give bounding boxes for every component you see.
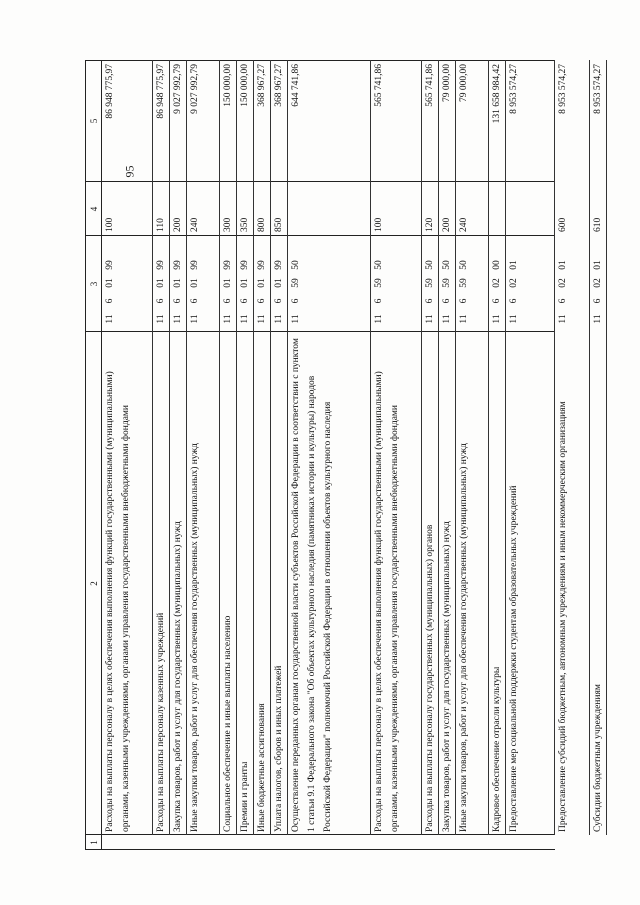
- row-code-part: 99: [240, 260, 250, 270]
- row-code-part: 11: [257, 314, 267, 324]
- page-number-text: 95: [122, 165, 137, 177]
- row-code-part: 6: [509, 298, 519, 304]
- row-code-part: 6: [223, 298, 233, 304]
- row-code: [439, 238, 455, 328]
- row-code-part: 11: [558, 314, 568, 324]
- row-sum: 644 741,86: [291, 64, 301, 107]
- row-code-part: 01: [257, 278, 267, 288]
- row-name: Социальное обеспечение и иные выплаты населению: [223, 615, 233, 832]
- row-divider: [169, 60, 170, 835]
- row-sum: 86 948 775,97: [156, 64, 166, 119]
- row-code: [102, 238, 118, 328]
- header-col-4: 4: [88, 206, 99, 212]
- budget-table: [85, 60, 603, 850]
- row-code-part: 6: [105, 298, 115, 304]
- row-sum: 150 000,00: [223, 64, 233, 107]
- row-code-part: 11: [274, 314, 284, 324]
- header-col-3: 3: [88, 281, 99, 287]
- row-code-part: 6: [593, 298, 603, 304]
- table-row: [220, 60, 236, 850]
- row-code-part: 11: [156, 314, 166, 324]
- row-name: Предоставление субсидий бюджетным, автономным учреждениям и иным некоммерческим организациям: [558, 401, 568, 832]
- header-col-2: 2: [88, 581, 99, 586]
- row-code-part: 6: [459, 298, 469, 304]
- row-code-part: 99: [274, 260, 284, 270]
- row-code-part: 01: [156, 278, 166, 288]
- row-code: [371, 238, 387, 328]
- row-divider: [219, 60, 220, 835]
- row-divider: [455, 60, 456, 835]
- row-code-part: 99: [156, 260, 166, 270]
- row-expense-type: 100: [105, 217, 115, 232]
- row-divider: [438, 60, 439, 835]
- table-row: [271, 60, 287, 850]
- row-code: [271, 238, 287, 328]
- table-row: [254, 60, 270, 850]
- row-sum: 368 967,27: [274, 64, 284, 107]
- row-divider: [270, 60, 271, 835]
- row-divider: [370, 60, 371, 835]
- row-sum: 8 953 574,27: [509, 64, 519, 114]
- row-code-part: 50: [425, 260, 435, 270]
- row-divider: [186, 60, 187, 835]
- row-name: Расходы на выплаты персоналу государственных (муниципальных) органов: [425, 524, 435, 832]
- row-code-part: 01: [223, 278, 233, 288]
- row-divider: [505, 60, 506, 835]
- row-sum: 150 000,00: [240, 64, 250, 107]
- row-name: Расходы на выплаты персоналу в целях обеспечения выполнения функций государственными (муниципальными) органами, казенными учреждениями, органами управления государственными внебюджетными фондами: [105, 371, 131, 832]
- row-name: Субсидии бюджетным учреждениям: [593, 684, 603, 832]
- row-code-part: 11: [173, 314, 183, 324]
- row-code-part: 99: [223, 260, 233, 270]
- row-divider: [488, 60, 489, 835]
- row-code-part: 01: [105, 278, 115, 288]
- table-row: [237, 60, 253, 850]
- row-name: Иные закупки товаров, работ и услуг для обеспечения государственных (муниципальных) нужд: [190, 443, 200, 832]
- row-code-part: 11: [240, 314, 250, 324]
- row-expense-type: 200: [173, 217, 183, 232]
- row-expense-type: 100: [374, 217, 384, 232]
- row-code-part: 6: [190, 298, 200, 304]
- row-code-part: 6: [374, 298, 384, 304]
- row-code-part: 01: [509, 260, 519, 270]
- row-sum: 8 953 574,27: [558, 64, 568, 114]
- row-name: Иные закупки товаров, работ и услуг для обеспечения государственных (муниципальных) нужд: [459, 443, 469, 832]
- row-expense-type: 850: [274, 217, 284, 232]
- row-sum: 86 948 775,97: [105, 64, 115, 119]
- table-row: [506, 60, 554, 850]
- row-name: Иные бюджетные ассигнования: [257, 703, 267, 832]
- row-expense-type: 110: [156, 218, 166, 232]
- row-sum: 131 658 984,42: [492, 64, 502, 124]
- row-sum: 565 741,86: [425, 64, 435, 107]
- table-row: [153, 60, 169, 850]
- row-code-part: 11: [459, 314, 469, 324]
- row-name: Осуществление переданных органам государственной власти субъектов Российской Федерации в соответствии с пунктом 1 статьи 9.1 Федерального закона "Об объектах культурного наследия (памятниках истории и культуры) народов Российской Федерации" полномочий Российской Федерации в отношении объектов культурного наследия: [291, 338, 333, 832]
- row-code-part: 6: [156, 298, 166, 304]
- row-code-part: 99: [190, 260, 200, 270]
- row-code-part: 00: [492, 260, 502, 270]
- row-sum: 79 000,00: [442, 64, 452, 102]
- row-code: [288, 238, 304, 328]
- row-sum: 9 027 992,79: [190, 64, 200, 114]
- row-sum: 79 000,00: [459, 64, 469, 102]
- row-expense-type: 350: [240, 217, 250, 232]
- row-code-part: 11: [509, 314, 519, 324]
- table-row: [102, 60, 152, 850]
- row-name: Премии и гранты: [240, 761, 250, 832]
- row-code-part: 59: [425, 278, 435, 288]
- row-code-part: 11: [593, 314, 603, 324]
- row-sum: 8 953 574,27: [593, 64, 603, 114]
- row-code-part: 02: [492, 278, 502, 288]
- table-row: [555, 60, 589, 850]
- row-code-part: 99: [105, 260, 115, 270]
- row-code-part: 11: [291, 314, 301, 324]
- row-divider: [236, 60, 237, 835]
- row-code-part: 6: [492, 298, 502, 304]
- row-sum: 368 967,27: [257, 64, 267, 107]
- row-name: Предоставление мер социальной поддержки студентам образовательных учреждений: [509, 485, 519, 832]
- row-code-part: 11: [190, 314, 200, 324]
- table-row: [371, 60, 421, 850]
- row-expense-type: 610: [593, 217, 603, 232]
- row-divider: [253, 60, 254, 835]
- table-header: [85, 60, 102, 850]
- row-code-part: 11: [492, 314, 502, 324]
- row-code: [422, 238, 438, 328]
- row-name: Расходы на выплаты персоналу в целях обеспечения выполнения функций государственными (муниципальными) органами, казенными учреждениями, органами управления государственными внебюджетными фондами: [374, 371, 400, 832]
- row-code: [237, 238, 253, 328]
- table-row: [489, 60, 505, 850]
- table-row: [422, 60, 438, 850]
- row-divider: [287, 60, 288, 835]
- row-code-part: 6: [442, 298, 452, 304]
- row-code-part: 6: [240, 298, 250, 304]
- table-row: [439, 60, 455, 850]
- row-expense-type: 200: [442, 217, 452, 232]
- row-code-part: 6: [173, 298, 183, 304]
- row-code-part: 59: [374, 278, 384, 288]
- row-name: Закупка товаров, работ и услуг для государственных (муниципальных) нужд: [442, 521, 452, 832]
- row-code-part: 01: [173, 278, 183, 288]
- header-col-1: 1: [88, 840, 99, 845]
- table-row: [187, 60, 219, 850]
- row-divider: [554, 60, 555, 835]
- row-expense-type: 600: [558, 217, 568, 232]
- row-expense-type: 800: [257, 217, 267, 232]
- row-code: [153, 238, 169, 328]
- table-row: [288, 60, 370, 850]
- row-code-part: 50: [374, 260, 384, 270]
- row-divider: [152, 60, 153, 835]
- row-code: [590, 238, 606, 328]
- row-name: Уплата налогов, сборов и иных платежей: [274, 665, 284, 832]
- row-divider: [606, 60, 607, 835]
- row-code-part: 02: [593, 278, 603, 288]
- row-code-part: 02: [509, 278, 519, 288]
- row-code: [254, 238, 270, 328]
- row-code-part: 11: [425, 314, 435, 324]
- table-row: [170, 60, 186, 850]
- row-code-part: 59: [459, 278, 469, 288]
- row-code-part: 11: [374, 314, 384, 324]
- row-sum: 565 741,86: [374, 64, 384, 107]
- row-name: Кадровое обеспечение отрасли культуры: [492, 666, 502, 832]
- table-row: [590, 60, 606, 850]
- row-code-part: 6: [425, 298, 435, 304]
- row-code-part: 11: [105, 314, 115, 324]
- row-code-part: 59: [442, 278, 452, 288]
- row-code-part: 6: [274, 298, 284, 304]
- row-expense-type: 240: [190, 217, 200, 232]
- row-code-part: 01: [240, 278, 250, 288]
- row-code: [220, 238, 236, 328]
- row-divider: [421, 60, 422, 835]
- row-expense-type: 300: [223, 217, 233, 232]
- row-code: [170, 238, 186, 328]
- row-code: [555, 238, 571, 328]
- row-code-part: 01: [190, 278, 200, 288]
- row-name: Закупка товаров, работ и услуг для государственных (муниципальных) нужд: [173, 521, 183, 832]
- row-code: [489, 238, 505, 328]
- row-code: [506, 238, 522, 328]
- row-expense-type: 240: [459, 217, 469, 232]
- row-code-part: 99: [173, 260, 183, 270]
- row-code-part: 99: [257, 260, 267, 270]
- row-code-part: 6: [257, 298, 267, 304]
- row-code: [456, 238, 472, 328]
- row-code-part: 11: [223, 314, 233, 324]
- row-code-part: 01: [274, 278, 284, 288]
- row-code-part: 01: [558, 260, 568, 270]
- row-code-part: 50: [442, 260, 452, 270]
- row-name: Расходы на выплаты персоналу казенных учреждений: [156, 612, 166, 832]
- row-code-part: 02: [558, 278, 568, 288]
- row-code-part: 59: [291, 278, 301, 288]
- row-code-part: 6: [291, 298, 301, 304]
- header-col-5: 5: [88, 118, 99, 124]
- row-sum: 9 027 992,79: [173, 64, 183, 114]
- row-expense-type: 120: [425, 217, 435, 232]
- row-divider: [589, 60, 590, 835]
- row-code-part: 50: [291, 260, 301, 270]
- table-row: [456, 60, 488, 850]
- row-code-part: 6: [558, 298, 568, 304]
- row-code: [187, 238, 203, 328]
- row-code-part: 01: [593, 260, 603, 270]
- row-code-part: 11: [442, 314, 452, 324]
- row-code-part: 50: [459, 260, 469, 270]
